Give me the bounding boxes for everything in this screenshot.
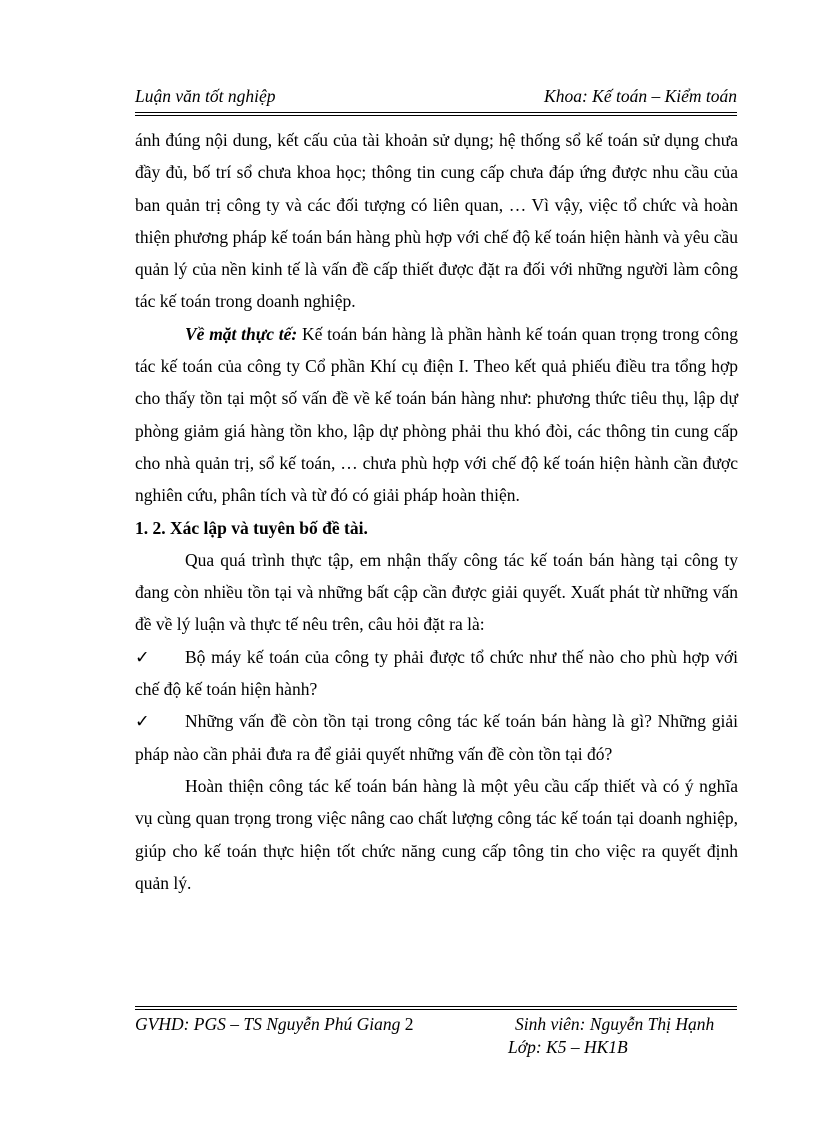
paragraph-internship: Qua quá trình thực tập, em nhận thấy công tác kế toán bán hàng tại công ty đang còn nhiều tồn tại và những bất cập cần được giải quyết. Xuất phát từ những vấn đề về lý luận và thực tế nêu trên, câu hỏi đặt ra là:	[135, 549, 738, 635]
page-number: 2	[404, 1014, 414, 1034]
footer-class: Lớp: K5 – HK1B	[508, 1037, 628, 1057]
footer-rule-bottom	[135, 1009, 737, 1010]
header-left-title: Luận văn tốt nghiệp	[135, 86, 276, 106]
bullet-item-1	[135, 641, 738, 706]
bullet-text-2: Những vấn đề còn tồn tại trong công tác kế toán bán hàng là gì? Những giải pháp nào cần phải đưa ra để giải quyết những vấn đề còn tồn tại đó?	[135, 711, 738, 764]
footer-supervisor	[135, 1014, 414, 1035]
bullet-text-1: Bộ máy kế toán của công ty phải được tổ chức như thế nào cho phù hợp với chế độ kế toán hiện hành?	[135, 646, 738, 700]
footer-student: Sinh viên: Nguyễn Thị Hạnh	[515, 1014, 715, 1034]
footer-rule-top	[135, 1006, 737, 1007]
bullet-item-2	[135, 705, 738, 770]
section-heading: 1. 2. Xác lập và tuyên bố đề tài.	[135, 517, 368, 538]
paragraph-practical	[135, 318, 738, 512]
document-body	[135, 124, 738, 899]
supervisor-text: GVHD: PGS – TS Nguyễn Phú Giang	[135, 1014, 401, 1034]
page-header	[135, 86, 737, 112]
paragraph-continuation: ánh đúng nội dung, kết cấu của tài khoản sử dụng; hệ thống sổ kế toán sử dụng chưa đầy đủ, bố trí sổ chưa khoa học; thông tin cung cấp chưa đáp ứng được nhu cầu của ban quản trị công ty và các đối tượng có liên quan, … Vì vậy, việc tổ chức và hoàn thiện phương pháp kế toán bán hàng phù hợp với chế độ kế toán hiện hành và yêu cầu quản lý của nền kinh tế là vấn đề cấp thiết được đặt ra đối với những người làm công tác kế toán trong doanh nghiệp.	[135, 130, 738, 312]
check-icon: ✓	[135, 711, 150, 732]
check-icon: ✓	[135, 646, 150, 667]
header-rule-top	[135, 112, 737, 113]
practical-text: Kế toán bán hàng là phần hành kế toán quan trọng trong công tác kế toán của công ty Cổ phần Khí cụ điện I. Theo kết quả phiếu điều tra tổng hợp cho thấy tồn tại một số vấn đề về kế toán bán hàng như: phương thức tiêu thụ, lập dự phòng giảm giá hàng tồn kho, lập dự phòng phải thu khó đòi, các thông tin cung cấp cho nhà quản trị, sổ kế toán, … chưa phù hợp với chế độ kế toán hiện hành cần được nghiên cứu, phân tích và từ đó có giải pháp hoàn thiện.	[135, 323, 739, 506]
header-rule-bottom	[135, 115, 737, 116]
paragraph-conclusion: Hoàn thiện công tác kế toán bán hàng là một yêu cầu cấp thiết và có ý nghĩa vụ cùng quan trọng trong việc nâng cao chất lượng công tác kế toán tại doanh nghiệp, giúp cho kế toán thực hiện tốt chức năng cung cấp tông tin cho việc ra quyết định quản lý.	[135, 775, 738, 893]
practical-lead: Về mặt thực tế:	[185, 323, 298, 344]
header-right-faculty: Khoa: Kế toán – Kiểm toán	[544, 86, 737, 106]
